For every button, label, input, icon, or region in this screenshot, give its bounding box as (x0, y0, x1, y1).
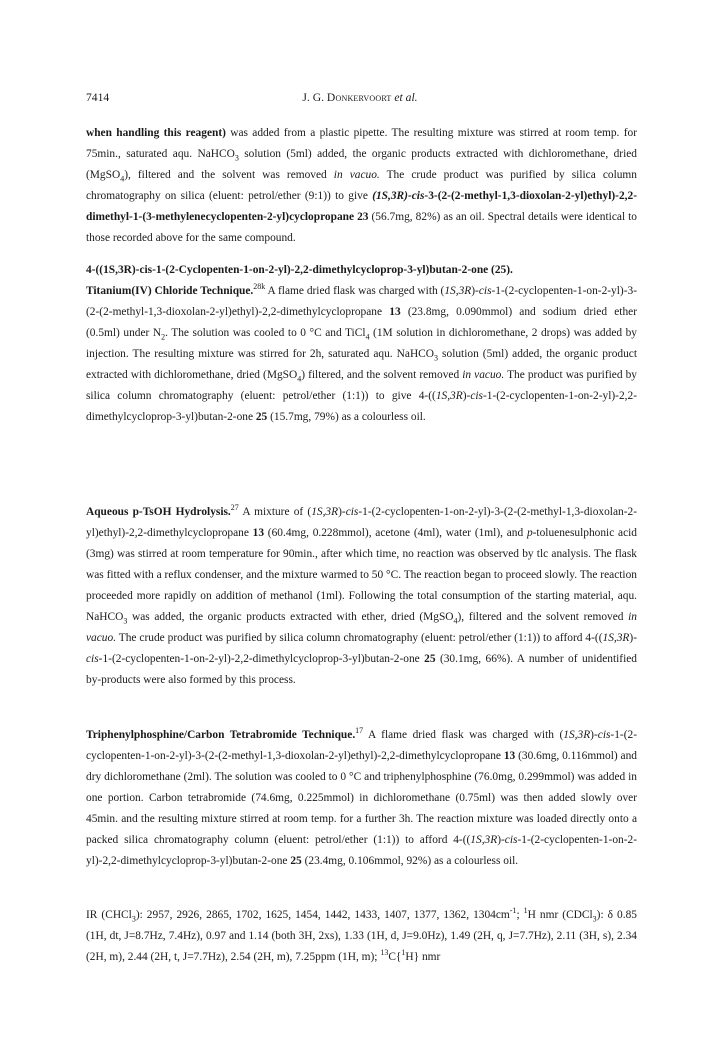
paragraph-tsoh-hydrolysis: Aqueous p-TsOH Hydrolysis.$^{27}$ A mixture of (1S,3R)-cis-1-(2-cyclopenten-1-on-2-yl)-3-(2-(2-methyl-1,3-dioxolan-2-yl)ethyl)-2,2-dimethylcyclopropane 13 (60.4mg, 0.228mmol), acetone (4ml), water (1ml), and p-toluenesulphonic acid (3mg) was stirred at room temperature for 90min., after which time, no reaction was observed by tlc analysis. The flask was fitted with a reflux condenser, and the mixture warmed to 50 °C. The reaction began to proceed slowly. The reaction proceeded more rapidly on addition of methanol (1ml). Following the total consumption of the starting material, aqu. NaHCO$_3$ was added, the organic products extracted with ether, dried (MgSO$_4$), filtered and the solvent removed in vacuo. The crude product was purified by silica column chromatography (eluent: petrol/ether (1:1)) to afford 4-((1S,3R)-cis-1-(2-cyclopenten-1-on-2-yl)-2,2-dimethylcycloprop-3-yl)butan-2-one 25 (30.1mg, 66%). A number of unidentified by-products were also formed by this process. (86, 503, 637, 686)
running-header (0, 91, 720, 104)
compound-ref: 13 (503, 750, 516, 762)
technique-heading: Titanium(IV) Chloride Technique. (86, 285, 254, 297)
et-al: et al. (394, 91, 418, 104)
compound-ref: 25 (255, 411, 268, 423)
compound-ref: 13 (389, 306, 401, 318)
compound-ref: 13 (252, 527, 265, 539)
page-number: 7414 (86, 91, 110, 104)
author-surname: Donkervoort (326, 91, 392, 104)
paragraph-cbr4-technique: Triphenylphosphine/Carbon Tetrabromide Technique.$^{17}$ A flame dried flask was charged with (1S,3R)-cis-1-(2-cyclopenten-1-on-2-yl)-3-(2-(2-methyl-1,3-dioxolan-2-yl)ethyl)-2,2-dimethylcyclopropane 13 (30.6mg, 0.116mmol) and dry dichloromethane (2ml). The solution was cooled to 0 °C and triphenylphosphine (76.0mg, 0.299mmol) was added in one portion. Carbon tetrabromide (74.6mg, 0.225mmol) in dichloromethane (0.75ml) was then added slowly over 45min. and the resulting mixture stirred at room temp. for a further 3h. The reaction mixture was loaded directly onto a packed silica chromatography column (eluent: petrol/ether (1:1)) to afford 4-((1S,3R)-cis-1-(2-cyclopenten-1-on-2-yl)-2,2-dimethylcycloprop-3-yl)butan-2-one 25 (23.4mg, 0.106mmol, 92%) as a colourless oil. (86, 726, 638, 867)
author-initials: J. G. (302, 91, 325, 104)
compound-heading: 4-((1S,3R)-cis-1-(2-Cyclopenten-1-on-2-yl)-2,2-dimethylcycloprop-3-yl)butan-2-one (25). (86, 264, 513, 276)
compound-ref: 23 (357, 211, 369, 223)
technique-heading: Aqueous p-TsOH Hydrolysis. (86, 506, 231, 518)
compound-ref: 25 (424, 653, 436, 665)
compound-ref: 25 (290, 855, 302, 867)
bold-warning: when handling this reagent) (86, 127, 226, 139)
paragraph-spectral-data: IR (CHCl$_3$): 2957, 2926, 2865, 1702, 1625, 1454, 1442, 1433, 1407, 1377, 1362, $1304cm^{-1}$; $^1$H nmr (CDCl$_3$): δ 0.85 (1H, dt, J=8.7Hz, 7.4Hz), 0.97 and 1.14 (both 3H, 2xs), 1.33 (1H, d, J=9.0Hz), 1.49 (2H, q, J=7.7Hz), 2.11 (3H, s), 2.34 (2H, m), 2.44 (2H, t, J=7.7Hz), 2.54 (2H, m), 7.25ppm (1H, m); $^{13}$C{$^1$H} nmr (86, 906, 637, 963)
paragraph-continued-procedure: when handling this reagent) was added from a plastic pipette. The resulting mixture was stirred at room temp. for 75min., saturated aqu. NaHCO$_3$ solution (5ml) added, the organic products extracted with dichloromethane, dried (MgSO$_4$), filtered and the solvent was removed in vacuo. The crude product was purified by silica column chromatography on silica (eluent: petrol/ether (9:1)) to give (1S,3R)-cis-3-(2-(2-methyl-1,3-dioxolan-2-yl)ethyl)-2,2-dimethyl-1-(3-methylenecyclopenten-2-yl)cyclopropane 23 (56.7mg, 82%) as an oil. Spectral details were identical to those recorded above for the same compound. (86, 127, 637, 244)
paragraph-titanium-technique: 4-((1S,3R)-cis-1-(2-Cyclopenten-1-on-2-yl)-2,2-dimethylcycloprop-3-yl)butan-2-one (25). Titanium(IV) Chloride Technique.$^{28k}$ A flame dried flask was charged with (1S,3R)-cis-1-(2-cyclopenten-1-on-2-yl)-3-(2-(2-methyl-1,3-dioxolan-2-yl)ethyl)-2,2-dimethylcyclopropane 13 (23.8mg, 0.090mmol) and sodium dried ether (0.5ml) under $N_2$. The solution was cooled to 0 °C and TiCl$_4$ (1M solution in dichloromethane, 2 drops) was added by injection. The resulting mixture was stirred for 2h, saturated aqu. NaHCO$_3$ solution (5ml) added, the organic product extracted with dichloromethane, dried (MgSO$_4$) filtered, and the solvent removed in vacuo. The product was purified by silica column chromatography (eluent: petrol/ether (1:1)) to give 4-((1S,3R)-cis-1-(2-cyclopenten-1-on-2-yl)-2,2-dimethylcycloprop-3-yl)butan-2-one 25 (15.7mg, 79%) as a colourless oil. (86, 264, 638, 423)
technique-heading: Triphenylphosphine/Carbon Tetrabromide Technique. (86, 729, 356, 741)
